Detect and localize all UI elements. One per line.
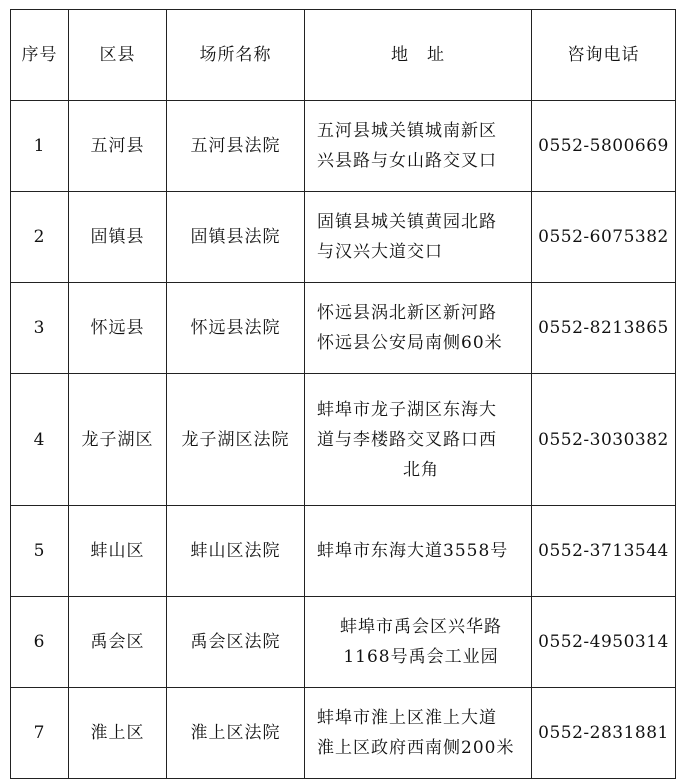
- address-line: 蚌埠市淮上区淮上大道: [317, 708, 497, 728]
- table-row: [11, 688, 676, 779]
- address-line: 蚌埠市禹会区兴华路: [340, 617, 502, 637]
- cell-county: 蚌山区: [69, 506, 167, 597]
- cell-phone: 0552-8213865: [532, 283, 676, 374]
- header-address: 地 址: [305, 10, 532, 101]
- table-row: [11, 101, 676, 192]
- address-line: 北角: [403, 459, 439, 480]
- cell-no: 6: [11, 597, 69, 688]
- cell-address: [305, 597, 532, 688]
- address-line: 与汉兴大道交口: [317, 242, 443, 262]
- cell-phone: 0552-4950314: [532, 597, 676, 688]
- address-line: 怀远县公安局南侧60米: [317, 333, 503, 353]
- address-line: 蚌埠市龙子湖区东海大: [317, 399, 497, 420]
- cell-address: [305, 101, 532, 192]
- table-row: [11, 506, 676, 597]
- table-header-row: [11, 10, 676, 101]
- table-row: [11, 192, 676, 283]
- header-no: 序号: [11, 10, 69, 101]
- cell-county: 怀远县: [69, 283, 167, 374]
- cell-venue: 固镇县法院: [167, 192, 305, 283]
- cell-county: 五河县: [69, 101, 167, 192]
- cell-venue: 淮上区法院: [167, 688, 305, 779]
- cell-venue: 五河县法院: [167, 101, 305, 192]
- cell-address: [305, 506, 532, 597]
- address-line: 固镇县城关镇黄园北路: [317, 212, 497, 232]
- cell-no: 7: [11, 688, 69, 779]
- cell-phone: 0552-2831881: [532, 688, 676, 779]
- cell-phone: 0552-6075382: [532, 192, 676, 283]
- table-row: [11, 374, 676, 506]
- cell-address: [305, 192, 532, 283]
- cell-county: 龙子湖区: [69, 374, 167, 506]
- cell-phone: 0552-3713544: [532, 506, 676, 597]
- cell-phone: 0552-3030382: [532, 374, 676, 506]
- cell-no: 5: [11, 506, 69, 597]
- cell-county: 禹会区: [69, 597, 167, 688]
- table-row: [11, 597, 676, 688]
- cell-county: 淮上区: [69, 688, 167, 779]
- cell-no: 4: [11, 374, 69, 506]
- table-row: [11, 283, 676, 374]
- cell-venue: 禹会区法院: [167, 597, 305, 688]
- cell-venue: 怀远县法院: [167, 283, 305, 374]
- address-line: 怀远县涡北新区新河路: [317, 303, 497, 323]
- cell-no: 2: [11, 192, 69, 283]
- address-line: 五河县城关镇城南新区: [317, 121, 497, 141]
- cell-no: 1: [11, 101, 69, 192]
- header-county: 区县: [69, 10, 167, 101]
- cell-phone: 0552-5800669: [532, 101, 676, 192]
- cell-address: [305, 688, 532, 779]
- address-line: 淮上区政府西南侧200米: [317, 738, 515, 758]
- cell-venue: 蚌山区法院: [167, 506, 305, 597]
- address-line: 1168号禹会工业园: [343, 647, 499, 667]
- court-locations-table: [10, 9, 676, 779]
- cell-county: 固镇县: [69, 192, 167, 283]
- cell-venue: 龙子湖区法院: [167, 374, 305, 506]
- cell-address: [305, 283, 532, 374]
- address-line: 道与李楼路交叉路口西: [317, 429, 497, 450]
- address-line: 蚌埠市东海大道3558号: [317, 541, 509, 561]
- cell-no: 3: [11, 283, 69, 374]
- cell-address: [305, 374, 532, 506]
- header-phone: 咨询电话: [532, 10, 676, 101]
- address-line: 兴县路与女山路交叉口: [317, 151, 497, 171]
- header-venue: 场所名称: [167, 10, 305, 101]
